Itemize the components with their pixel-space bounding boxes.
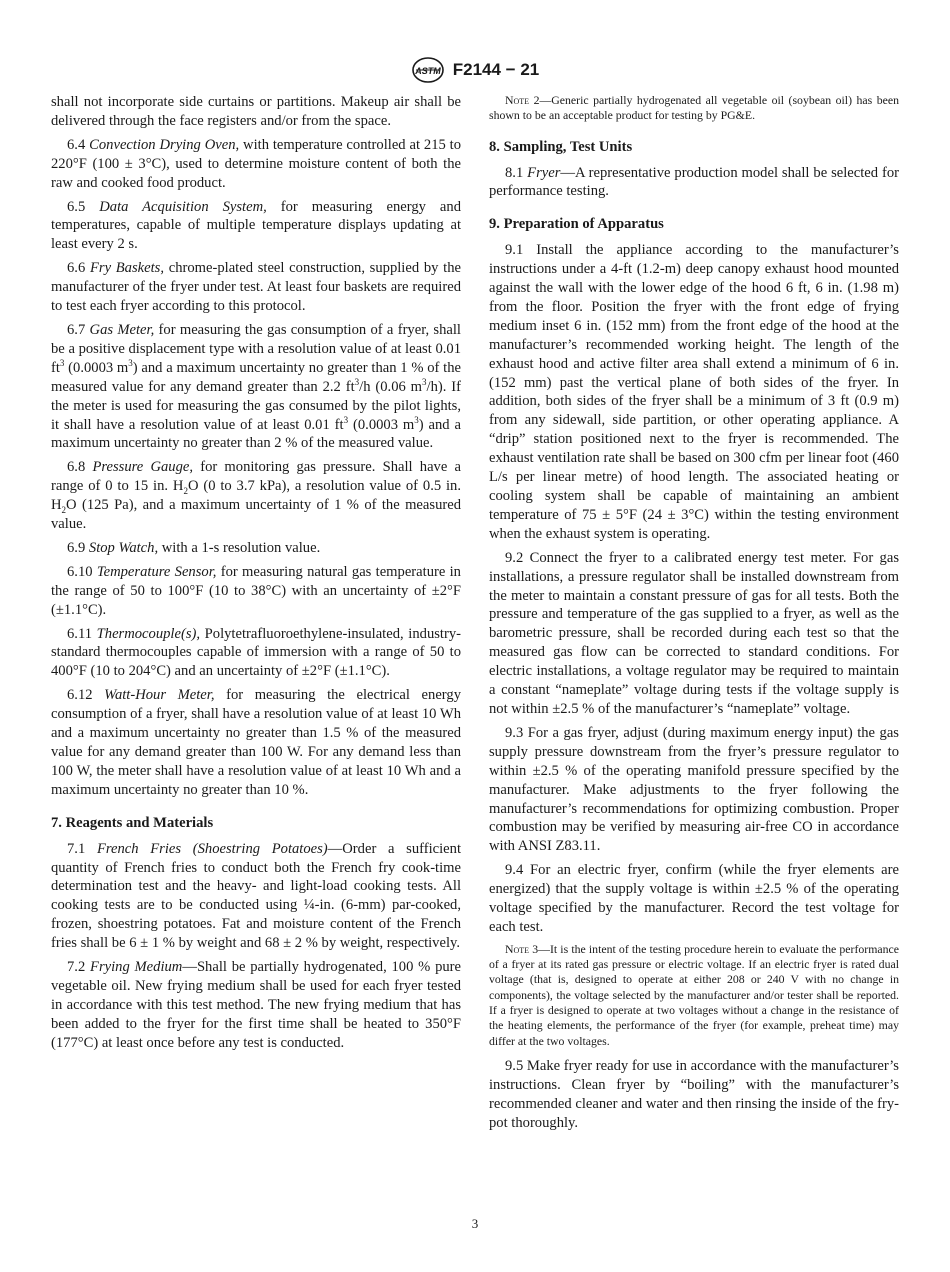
paragraph-9-4: 9.4 For an electric fryer, confirm (while the fryer elements are energized) that the supply voltage is within ±2.5 % of the operating voltage specified by the manufacturer. Record the test voltage for each test. [489,862,899,935]
paragraph-7-1: 7.1 French Fries (Shoestring Potatoes)—Order a sufficient quantity of French fries to conduct both the French fry cook-time determination test and the heavy- and light-load cooking tests. All cooking tests are to be conducted using ¼-in. (6-mm) par-cooked, frozen, shoestring potatoes. Fat and moisture content of the French fries shall be 6 ± 1 % by weight and 68 ± 2 % by weight, respectively. [51,840,462,952]
page-header [0,56,950,84]
paragraph-6-10: 6.10 Temperature Sensor, for measuring natural gas temperature in the range of 50 to 100°F (10 to 38°C) with an uncertainty of ±2°F (±1.1°C). [51,563,461,618]
paragraph-6-6: 6.6 Fry Baskets, chrome-plated steel construction, supplied by the manufacturer of the fryer under test. At least four baskets are required to test each fryer according to this protocol. [51,260,461,315]
paragraph-6-7: 6.7 Gas Meter, for measuring the gas consumption of a fryer, shall be a positive displacement type with a resolution value of at least 0.01 $ft^3$ (0.0003 $m^3$) and a maximum uncertainty no greater than 1 % of the measured value for any demand greater than 2.2 $ft^3/h$ (0.06 $m^3/h$). If the meter is used for measuring the gas consumed by the pilot lights, it shall have a resolution value of at least 0.01 $ft^3$ (0.0003 $m^3$) and a maximum uncertainty no greater than 2 % of the measured value. [51,321,461,452]
section-8-heading: 8. Sampling, Test Units [489,138,633,155]
paragraph-6-4: 6.4 Convection Drying Oven, with temperature controlled at 215 to 220°F (100 ± 3°C), used to determine moisture content of both the raw and cooked food product. [51,136,462,191]
paragraph-9-3: 9.3 For a gas fryer, adjust (during maximum energy input) the gas supply pressure downstream from the fryer’s pressure regulator to within ±2.5 % of the operating manifold pressure specified by the manufacturer. Make adjustments to the fryer following the manufacturer’s recommendations for optimizing combustion. Proper combustion may be verified by measuring air-free CO in accordance with ANSI Z83.11. [489,724,899,855]
svg-text:ASTM: ASTM [415,66,441,76]
document-designation: F2144 − 21 [452,60,540,79]
section-7-heading: 7. Reagents and Materials [51,814,214,831]
astm-logo-icon [411,57,445,83]
paragraph-7-2: 7.2 Frying Medium—Shall be partially hydrogenated, 100 % pure vegetable oil. New frying medium shall be used for each fryer tested in accordance with this test method. The new frying medium that has been added to the fryer for the first time shall be heated to 350°F (177°C) at least once before any test is conducted. [51,959,461,1051]
paragraph-6-8: 6.8 Pressure Gauge, for monitoring gas pressure. Shall have a range of 0 to 15 in. $H_2O$ (0 to 3.7 kPa), a resolution value of 0.5 in. $H_2O$ (125 Pa), and a maximum uncertainty of 1 % of the measured value. [51,459,462,533]
paragraph-8-1: 8.1 Fryer—A representative production model shall be selected for performance testing. [489,164,899,200]
page-number: 3 [471,1216,479,1231]
right-column [489,93,899,1138]
note-2: Note 2—Generic partially hydrogenated all vegetable oil (soybean oil) has been shown to be an acceptable product for testing by PG&E. [489,93,899,123]
left-column [51,93,461,1058]
section-9-heading: 9. Preparation of Apparatus [489,216,664,233]
paragraph-9-5: 9.5 Make fryer ready for use in accordance with the manufacturer’s instructions. Clean fryer by “boiling” with the manufacturer’s recommended cleaner and water and then rinsing the inside of the fry-pot thoroughly. [489,1057,899,1131]
note-3: Note 3—It is the intent of the testing procedure herein to evaluate the performance of a fryer at its rated gas pressure or electric voltage. If an electric fryer is rated dual voltage (that is, designed to operate at either 208 or 240 V with no change in components), the voltage selected by the manufacturer and/or tester shall be reported. If a fryer is designed to operate at two voltages without a change in the resistance of the heating elements, the performance of the fryer (for example, preheat time) may differ at the two voltages. [489,941,900,1048]
paragraph-9-1: 9.1 Install the appliance according to the manufacturer’s instructions under a 4-ft (1.2-m) deep canopy exhaust hood mounted against the wall with the lower edge of the hood 6 ft, 6 in. (1.98 m) from the floor. Position the fryer with the front edge of frying medium inset 6 in. (152 mm) from the front edge of the hood at the manufacturer’s recommended working height. The length of the exhaust hood and active filter area shall extend a minimum of 6 in. (152 mm) past the vertical plane of both sides of the fryer. In addition, both sides of the fryer shall be a minimum of 3 ft (0.9 m) from any sidewall, side partition, or other operating appliance. A “drip” station positioned next to the fryer is recommended. The exhaust ventilation rate shall be based on 300 cfm per linear foot (460 L/s per linear metre) of hood length. The associated heating or cooling system shall be capable of maintaining an ambient temperature of 75 ± 5°F (24 ± 3°C) within the testing environment when the exhaust system is operating. [489,242,899,542]
paragraph-6-9: 6.9 Stop Watch, with a 1-s resolution value. [67,539,321,556]
paragraph-6-11: 6.11 Thermocouple(s), Polytetrafluoroethylene-insulated, industry-standard thermocouples capable of immersion with a range of 50 to 400°F (10 to 204°C) and an uncertainty of ±2°F (±1.1°C). [51,625,461,680]
paragraph-9-2: 9.2 Connect the fryer to a calibrated energy test meter. For gas installations, a pressure regulator shall be installed downstream from the meter to maintain a constant pressure of gas for all tests. Both the pressure and temperature of the gas supplied to a fryer, as well as the barometric pressure, shall be recorded during each test so that the measured gas flow can be corrected to standard conditions. For electric installations, a voltage regulator may be required to maintain a constant “nameplate” voltage during tests if the voltage supply is not within ±2.5 % of the manufacturer’s “nameplate” voltage. [489,549,899,717]
paragraph-6-5: 6.5 Data Acquisition System, for measuring energy and temperatures, capable of multiple temperature displays updating at least every 2 s. [51,198,461,253]
paragraph-6-3-continuation: shall not incorporate side curtains or partitions. Makeup air shall be delivered through the face registers and/or from the space. [51,94,461,129]
paragraph-6-12: 6.12 Watt-Hour Meter, for measuring the electrical energy consumption of a fryer, shall have a resolution value of at least 10 Wh and a maximum uncertainty no greater than 1.5 % of the measured value for any demand greater than 100 W. For any demand less than 100 W, the meter shall have a resolution value of at least 10 Wh and a maximum uncertainty no greater than 10 %. [51,687,461,798]
